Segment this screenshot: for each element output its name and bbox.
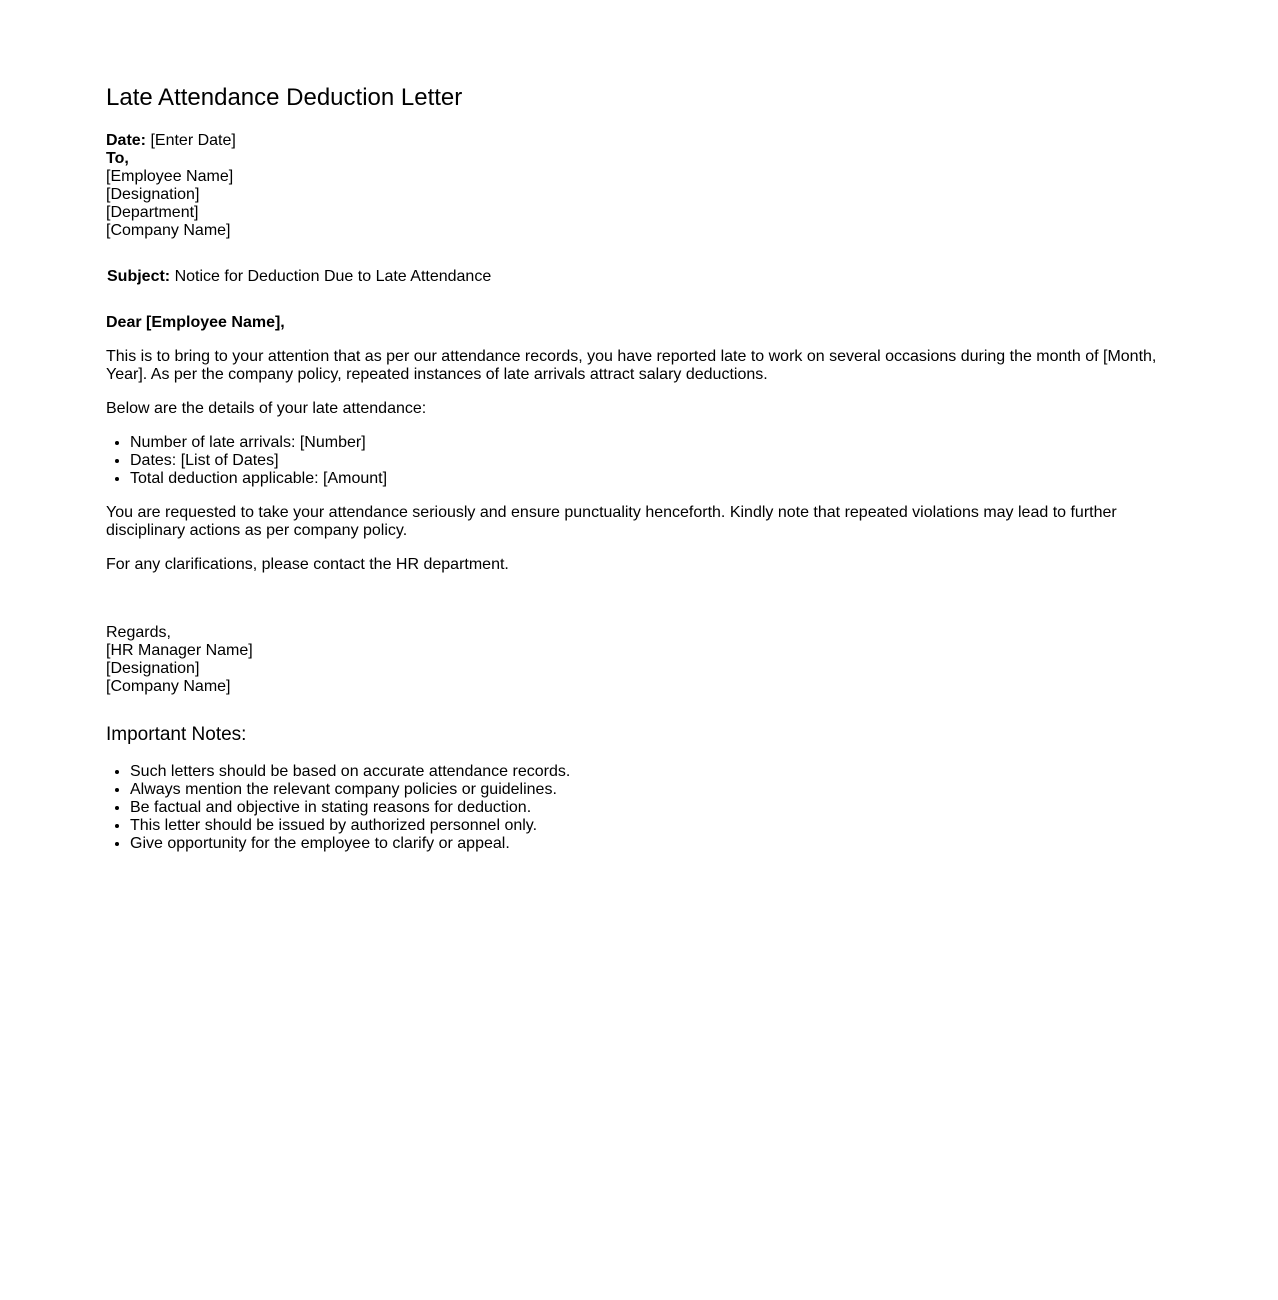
notes-heading: Important Notes:	[106, 724, 247, 745]
list-item: • Number of late arrivals: [Number]	[130, 434, 1172, 452]
notes-list	[106, 763, 1172, 853]
signatory-designation: [Designation]	[106, 660, 200, 677]
recipient-company: [Company Name]	[106, 222, 231, 239]
list-item: • Dates: [List of Dates]	[130, 452, 1172, 470]
recipient-designation: [Designation]	[106, 186, 200, 203]
list-item: • Give opportunity for the employee to clarify or appeal.	[130, 835, 1172, 853]
subject-line	[107, 268, 1172, 286]
list-item: • Be factual and objective in stating reasons for deduction.	[130, 799, 1172, 817]
letter-header	[106, 132, 1172, 240]
details-lead: Below are the details of your late attendance:	[106, 400, 427, 417]
recipient-department: [Department]	[106, 204, 199, 221]
details-list	[106, 434, 1172, 488]
subject-label: Subject:	[107, 268, 171, 285]
list-item: • Such letters should be based on accurate attendance records.	[130, 763, 1172, 781]
date-value: [Enter Date]	[146, 132, 236, 149]
contact-paragraph: For any clarifications, please contact the HR department.	[106, 556, 509, 573]
regards: Regards,	[106, 624, 171, 641]
to-label: To,	[106, 150, 129, 167]
recipient-name: [Employee Name]	[106, 168, 234, 185]
list-item: • This letter should be issued by authorized personnel only.	[130, 817, 1172, 835]
list-item: • Total deduction applicable: [Amount]	[130, 470, 1172, 488]
closing-block	[106, 624, 1172, 696]
letter-content	[106, 84, 1172, 853]
signatory-name: [HR Manager Name]	[106, 642, 253, 659]
date-line	[106, 132, 1172, 150]
date-label: Date:	[106, 132, 147, 149]
subject-text: Notice for Deduction Due to Late Attendance	[170, 268, 492, 285]
list-item: • Always mention the relevant company policies or guidelines.	[130, 781, 1172, 799]
salutation: Dear [Employee Name],	[106, 314, 285, 331]
intro-paragraph: This is to bring to your attention that as per our attendance records, you have reported late to work on several occasions during the month of [Month, Year]. As per the company policy, repeated instances of late arrivals attract salary deductions.	[106, 348, 1157, 383]
page-title: Late Attendance Deduction Letter	[106, 84, 463, 111]
warning-paragraph: You are requested to take your attendance seriously and ensure punctuality henceforth. Kindly note that repeated violations may lead to further disciplinary actions as per company policy.	[106, 504, 1117, 539]
signatory-company: [Company Name]	[106, 678, 231, 695]
